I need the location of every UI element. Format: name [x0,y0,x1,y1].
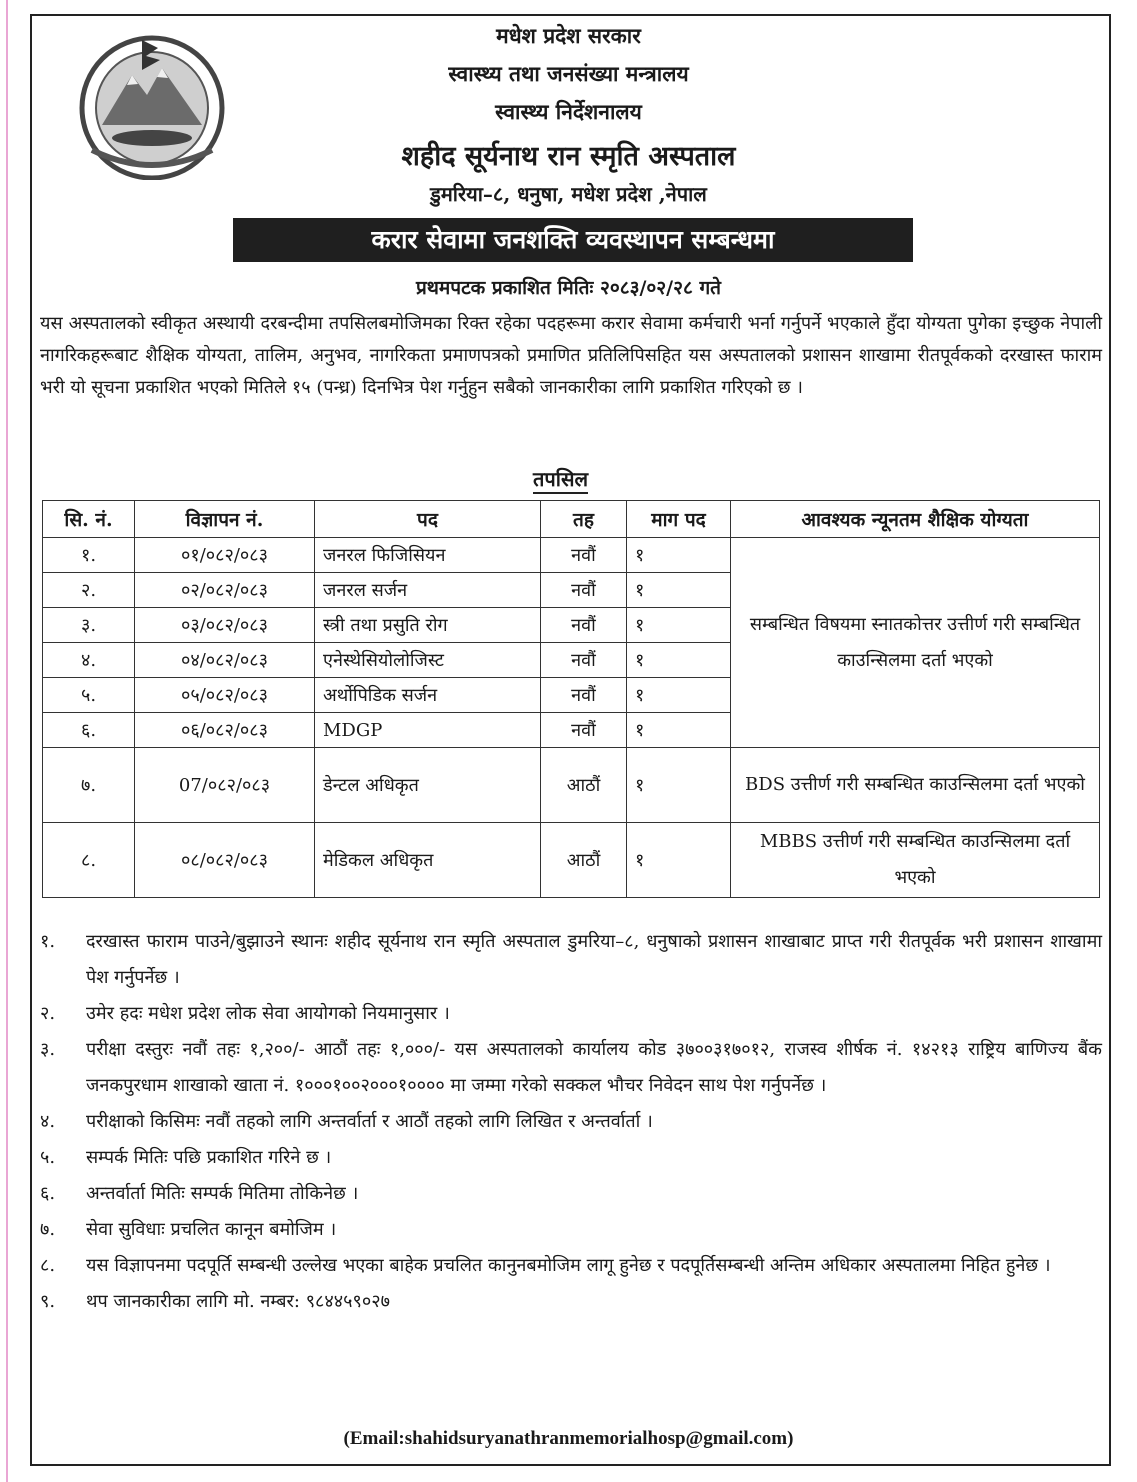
cell-ad-no: ०८/०८२/०८३ [135,823,315,898]
cell-demand: १ [627,538,731,573]
cell-sn: ८. [43,823,135,898]
note-text: सेवा सुविधाः प्रचलित कानून बमोजिम । [86,1219,337,1240]
note-text: अन्तर्वार्ता मितिः सम्पर्क मितिमा तोकिनेछ । [86,1183,359,1204]
cell-sn: ६. [43,713,135,748]
note-number: ४. [40,1111,56,1132]
cell-ad-no: ०५/०८२/०८३ [135,678,315,713]
note-text: परीक्षा दस्तुरः नवौं तहः १,२००/- आठौं तहः १,०००/- यस अस्पतालको कार्यालय कोड ३७००३१७०१२, राजस्व शीर्षक नं. १४२१३ राष्ट्रिय बाणिज्य बैंक जनकपुरधाम शाखाको खाता नं. १०००१००२०००१०००० मा जम्मा गरेको सक्कल भौचर निवेदन साथ पेश गर्नुपर्नेछ । [86,1039,1102,1096]
cell-demand: १ [627,713,731,748]
note-number: ५. [40,1147,56,1168]
cell-level: नवौं [541,538,627,573]
col-header-post: पद [315,501,541,538]
cell-sn: ७. [43,748,135,823]
hospital-address: डुमरिया–८, धनुषा, मधेश प्रदेश ,नेपाल [430,182,707,206]
cell-ad-no: ०६/०८२/०८३ [135,713,315,748]
cell-sn: १. [43,538,135,573]
cell-ad-no: ०१/०८२/०८३ [135,538,315,573]
col-header-ad-no: विज्ञापन नं. [135,501,315,538]
cell-post: अर्थोपिडिक सर्जन [315,678,541,713]
cell-post: स्त्री तथा प्रसुति रोग [315,608,541,643]
list-item [40,1104,1102,1140]
contact-email[interactable]: (Email:shahidsuryanathranmemorialhosp@gmail.com) [343,1428,794,1449]
col-header-qualification: आवश्यक न्यूनतम शैक्षिक योग्यता [731,501,1100,538]
cell-sn: ५. [43,678,135,713]
cell-demand: १ [627,608,731,643]
table-header-row [43,501,1100,538]
list-item [40,924,1102,996]
list-item [40,1140,1102,1176]
list-item [40,1248,1102,1284]
cell-level: नवौं [541,678,627,713]
cell-post: मेडिकल अधिकृत [315,823,541,898]
ministry-name: स्वास्थ्य तथा जनसंख्या मन्त्रालय [448,61,689,86]
col-header-sn: सि. नं. [43,501,135,538]
note-text: दरखास्त फाराम पाउने/बुझाउने स्थानः शहीद सूर्यनाथ रान स्मृति अस्पताल डुमरिया–८, धनुषाको प्रशासन शाखाबाट प्राप्त गरी रीतपूर्वक भरी प्रशासन शाखामा पेश गर्नुपर्नेछ । [86,931,1102,988]
list-item [40,1176,1102,1212]
cell-post: डेन्टल अधिकृत [315,748,541,823]
cell-sn: ४. [43,643,135,678]
note-number: ८. [40,1255,56,1276]
note-number: ६. [40,1183,56,1204]
cell-demand: १ [627,678,731,713]
cell-qualification-mbbs: MBBS उत्तीर्ण गरी सम्बन्धित काउन्सिलमा दर्ता भएको [731,823,1100,898]
cell-ad-no: ०२/०८२/०८३ [135,573,315,608]
list-item [40,996,1102,1032]
cell-demand: १ [627,823,731,898]
note-number: ९. [40,1291,56,1312]
note-text: थप जानकारीका लागि मो. नम्बर: ९८४४५९०२७ [86,1291,390,1312]
notes-list [40,924,1102,1320]
cell-sn: ३. [43,608,135,643]
cell-ad-no: ०३/०८२/०८३ [135,608,315,643]
note-number: १. [40,931,56,952]
list-item [40,1032,1102,1104]
cell-post: जनरल सर्जन [315,573,541,608]
cell-demand: १ [627,573,731,608]
notice-title-banner: करार सेवामा जनशक्ति व्यवस्थापन सम्बन्धमा [233,218,913,262]
cell-post: MDGP [315,713,541,748]
list-item [40,1284,1102,1320]
cell-ad-no: ०४/०८२/०८३ [135,643,315,678]
cell-level: नवौं [541,608,627,643]
col-header-level: तह [541,501,627,538]
note-text: सम्पर्क मितिः पछि प्रकाशित गरिने छ । [86,1147,332,1168]
cell-level: आठौं [541,748,627,823]
note-number: २. [40,1003,56,1024]
cell-demand: १ [627,748,731,823]
cell-level: नवौं [541,713,627,748]
table-row [43,823,1100,898]
intro-paragraph: यस अस्पतालको स्वीकृत अस्थायी दरबन्दीमा तपसिलबमोजिमका रिक्त रहेका पदहरूमा करार सेवामा कर्मचारी भर्ना गर्नुपर्ने भएकाले हुँदा योग्यता पुगेका इच्छुक नेपाली नागरिकहरूबाट शैक्षिक योग्यता, तालिम, अनुभव, नागरिकता प्रमाणपत्रको प्रमाणित प्रतिलिपिसहित यस अस्पतालको प्रशासन शाखामा रीतपूर्वकको दरखास्त फाराम भरी यो सूचना प्रकाशित भएको मितिले १५ (पन्ध्र) दिनभित्र पेश गर्नुहुन सबैको जानकारीका लागि प्रकाशित गरिएको छ । [40,313,1102,398]
note-text: यस विज्ञापनमा पदपूर्ति सम्बन्धी उल्लेख भएका बाहेक प्रचलित कानुनबमोजिम लागू हुनेछ र पदपूर्तिसम्बन्धी अन्तिम अधिकार अस्पतालमा निहित हुनेछ । [86,1255,1051,1276]
hospital-name: शहीद सूर्यनाथ रान स्मृति अस्पताल [401,141,736,172]
published-date: प्रथमपटक प्रकाशित मितिः २०८३/०२/२८ गते [415,277,722,299]
cell-sn: २. [43,573,135,608]
list-item [40,1212,1102,1248]
government-name: मधेश प्रदेश सरकार [496,23,641,48]
cell-qualification-bds: BDS उत्तीर्ण गरी सम्बन्धित काउन्सिलमा दर्ता भएको [731,748,1100,823]
directorate-name: स्वास्थ्य निर्देशनालय [495,99,642,124]
note-number: ७. [40,1219,56,1240]
table-row [43,748,1100,823]
vacancy-table [42,500,1100,898]
cell-qualification-group: सम्बन्धित विषयमा स्नातकोत्तर उत्तीर्ण गरी सम्बन्धित काउन्सिलमा दर्ता भएको [731,538,1100,748]
col-header-demand: माग पद [627,501,731,538]
cell-post: जनरल फिजिसियन [315,538,541,573]
details-heading: तपसिल [533,466,588,494]
note-text: उमेर हदः मधेश प्रदेश लोक सेवा आयोगको नियमानुसार । [86,1003,450,1024]
note-number: ३. [40,1039,56,1060]
table-row [43,538,1100,573]
cell-level: नवौं [541,573,627,608]
page-margin-line [6,0,8,1482]
cell-demand: १ [627,643,731,678]
note-text: परीक्षाको किसिमः नवौं तहको लागि अन्तर्वार्ता र आठौं तहको लागि लिखित र अन्तर्वार्ता । [86,1111,653,1132]
cell-ad-no: 07/०८२/०८३ [135,748,315,823]
cell-level: नवौं [541,643,627,678]
cell-post: एनेस्थेसियोलोजिस्ट [315,643,541,678]
cell-level: आठौं [541,823,627,898]
